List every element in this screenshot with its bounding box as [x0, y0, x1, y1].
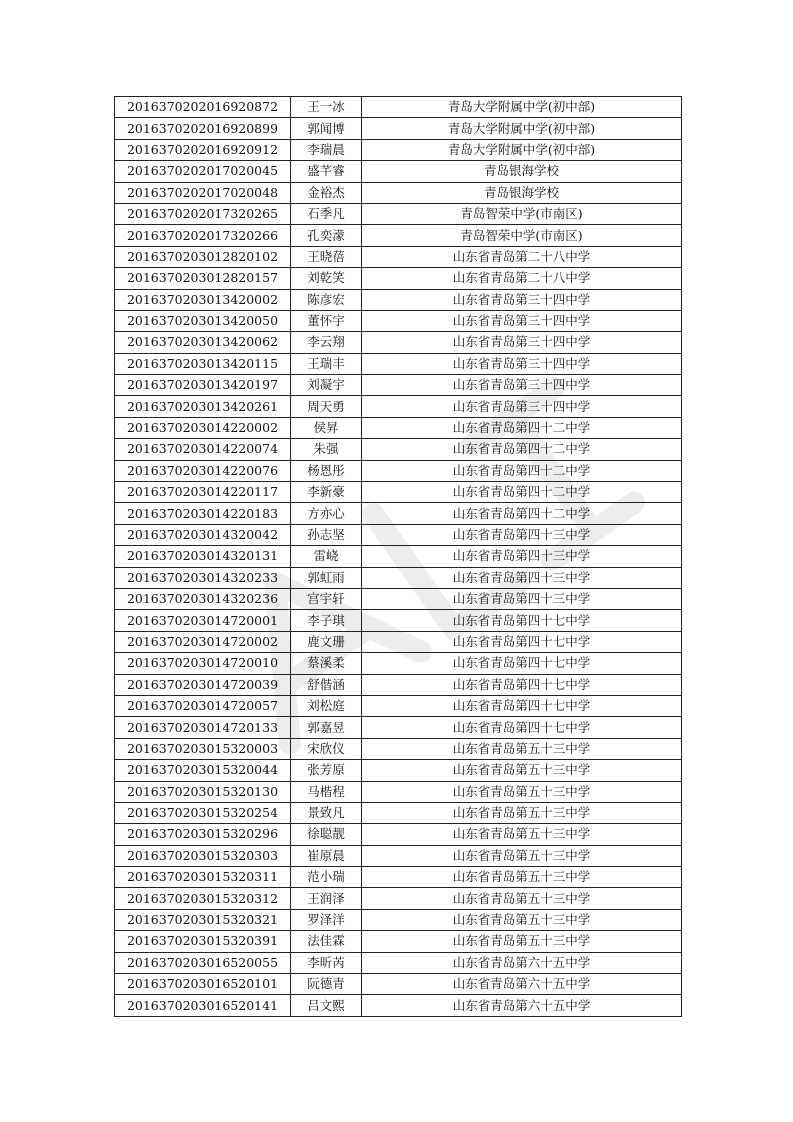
student-id-cell: 2016370203015320254 — [115, 802, 291, 823]
school-name-cell: 青岛银海学校 — [362, 182, 682, 203]
student-name-cell: 朱强 — [291, 439, 362, 460]
school-name-cell: 山东省青岛第五十三中学 — [362, 888, 682, 909]
table-row — [115, 567, 682, 588]
table-row — [115, 225, 682, 246]
student-name-cell: 王润泽 — [291, 888, 362, 909]
student-name-cell: 王一冰 — [291, 97, 362, 118]
student-id-cell: 2016370202016920899 — [115, 118, 291, 139]
table-row — [115, 118, 682, 139]
student-name-cell: 周天勇 — [291, 396, 362, 417]
student-id-cell: 2016370203014220074 — [115, 439, 291, 460]
student-id-cell: 2016370202016920872 — [115, 97, 291, 118]
student-name-cell: 孔奕濛 — [291, 225, 362, 246]
table-row — [115, 931, 682, 952]
table-row — [115, 246, 682, 267]
table-row — [115, 781, 682, 802]
student-id-cell: 2016370203014320236 — [115, 588, 291, 609]
school-name-cell: 山东省青岛第三十四中学 — [362, 289, 682, 310]
table-row — [115, 417, 682, 438]
student-name-cell: 董怀宇 — [291, 310, 362, 331]
school-name-cell: 山东省青岛第三十四中学 — [362, 332, 682, 353]
student-name-cell: 郭嘉昱 — [291, 717, 362, 738]
student-name-cell: 崔原晨 — [291, 845, 362, 866]
school-name-cell: 山东省青岛第五十三中学 — [362, 909, 682, 930]
school-name-cell: 青岛大学附属中学(初中部) — [362, 97, 682, 118]
student-name-cell: 舒偕涵 — [291, 674, 362, 695]
student-id-cell: 2016370203015320391 — [115, 931, 291, 952]
school-name-cell: 山东省青岛第四十七中学 — [362, 653, 682, 674]
student-name-cell: 雷峣 — [291, 546, 362, 567]
school-name-cell: 山东省青岛第三十四中学 — [362, 310, 682, 331]
roster-table-body — [115, 97, 682, 1017]
student-id-cell: 2016370203015320003 — [115, 738, 291, 759]
student-id-cell: 2016370203014720057 — [115, 695, 291, 716]
student-id-cell: 2016370203015320311 — [115, 867, 291, 888]
student-id-cell: 2016370203014720010 — [115, 653, 291, 674]
student-name-cell: 李子琪 — [291, 610, 362, 631]
student-name-cell: 李云翔 — [291, 332, 362, 353]
school-name-cell: 青岛银海学校 — [362, 161, 682, 182]
student-name-cell: 景致凡 — [291, 802, 362, 823]
student-id-cell: 2016370203012820157 — [115, 268, 291, 289]
student-name-cell: 郭闻博 — [291, 118, 362, 139]
school-name-cell: 山东省青岛第四十七中学 — [362, 610, 682, 631]
school-name-cell: 山东省青岛第四十七中学 — [362, 674, 682, 695]
school-name-cell: 山东省青岛第四十七中学 — [362, 631, 682, 652]
student-name-cell: 方亦心 — [291, 503, 362, 524]
school-name-cell: 山东省青岛第五十三中学 — [362, 824, 682, 845]
student-id-cell: 2016370203014320131 — [115, 546, 291, 567]
table-row — [115, 802, 682, 823]
table-row — [115, 717, 682, 738]
table-row — [115, 546, 682, 567]
table-row — [115, 695, 682, 716]
school-name-cell: 山东省青岛第四十三中学 — [362, 588, 682, 609]
student-name-cell: 法佳霖 — [291, 931, 362, 952]
student-id-cell: 2016370203015320321 — [115, 909, 291, 930]
school-name-cell: 山东省青岛第三十四中学 — [362, 396, 682, 417]
school-name-cell: 山东省青岛第三十四中学 — [362, 375, 682, 396]
student-id-cell: 2016370203014320042 — [115, 524, 291, 545]
student-name-cell: 刘乾笑 — [291, 268, 362, 289]
table-row — [115, 503, 682, 524]
school-name-cell: 山东省青岛第六十五中学 — [362, 995, 682, 1016]
school-name-cell: 山东省青岛第二十八中学 — [362, 268, 682, 289]
student-name-cell: 李瑞晨 — [291, 139, 362, 160]
student-name-cell: 陈彦宏 — [291, 289, 362, 310]
student-name-cell: 王瑞丰 — [291, 353, 362, 374]
student-name-cell: 宋欣仪 — [291, 738, 362, 759]
table-row — [115, 974, 682, 995]
student-name-cell: 吕文熙 — [291, 995, 362, 1016]
table-row — [115, 524, 682, 545]
school-name-cell: 山东省青岛第四十二中学 — [362, 417, 682, 438]
school-name-cell: 山东省青岛第四十三中学 — [362, 546, 682, 567]
student-id-cell: 2016370203015320303 — [115, 845, 291, 866]
student-id-cell: 2016370203014720001 — [115, 610, 291, 631]
school-name-cell: 青岛大学附属中学(初中部) — [362, 139, 682, 160]
student-name-cell: 金裕杰 — [291, 182, 362, 203]
table-row — [115, 97, 682, 118]
table-row — [115, 203, 682, 224]
student-id-cell: 2016370203014220183 — [115, 503, 291, 524]
student-name-cell: 李新豪 — [291, 482, 362, 503]
student-name-cell: 马楷程 — [291, 781, 362, 802]
table-row — [115, 952, 682, 973]
school-name-cell: 山东省青岛第五十三中学 — [362, 781, 682, 802]
student-id-cell: 2016370203013420002 — [115, 289, 291, 310]
student-id-cell: 2016370203015320296 — [115, 824, 291, 845]
student-id-cell: 2016370203015320312 — [115, 888, 291, 909]
student-name-cell: 鹿文珊 — [291, 631, 362, 652]
student-id-cell: 2016370202017320266 — [115, 225, 291, 246]
table-row — [115, 653, 682, 674]
student-name-cell: 杨恩彤 — [291, 460, 362, 481]
student-name-cell: 孙志坚 — [291, 524, 362, 545]
school-name-cell: 山东省青岛第四十二中学 — [362, 439, 682, 460]
school-name-cell: 青岛智荣中学(市南区) — [362, 225, 682, 246]
student-id-cell: 2016370203016520141 — [115, 995, 291, 1016]
student-id-cell: 2016370203013420062 — [115, 332, 291, 353]
student-id-cell: 2016370203015320130 — [115, 781, 291, 802]
table-row — [115, 995, 682, 1016]
school-name-cell: 山东省青岛第四十二中学 — [362, 503, 682, 524]
table-row — [115, 482, 682, 503]
student-roster-table — [114, 96, 682, 1017]
school-name-cell: 山东省青岛第三十四中学 — [362, 353, 682, 374]
table-row — [115, 161, 682, 182]
student-name-cell: 王晓蓓 — [291, 246, 362, 267]
school-name-cell: 山东省青岛第五十三中学 — [362, 738, 682, 759]
student-name-cell: 郭虹雨 — [291, 567, 362, 588]
student-id-cell: 2016370202016920912 — [115, 139, 291, 160]
student-name-cell: 刘松庭 — [291, 695, 362, 716]
student-id-cell: 2016370202017320265 — [115, 203, 291, 224]
table-row — [115, 375, 682, 396]
table-row — [115, 310, 682, 331]
table-row — [115, 588, 682, 609]
student-id-cell: 2016370203016520101 — [115, 974, 291, 995]
table-row — [115, 888, 682, 909]
table-row — [115, 182, 682, 203]
student-name-cell: 石季凡 — [291, 203, 362, 224]
school-name-cell: 山东省青岛第四十二中学 — [362, 482, 682, 503]
school-name-cell: 山东省青岛第五十三中学 — [362, 760, 682, 781]
student-name-cell: 盛芊睿 — [291, 161, 362, 182]
student-name-cell: 李昕芮 — [291, 952, 362, 973]
student-id-cell: 2016370203014220117 — [115, 482, 291, 503]
student-name-cell: 张芳原 — [291, 760, 362, 781]
student-name-cell: 范小瑞 — [291, 867, 362, 888]
school-name-cell: 山东省青岛第六十五中学 — [362, 974, 682, 995]
table-row — [115, 439, 682, 460]
table-row — [115, 332, 682, 353]
table-row — [115, 139, 682, 160]
table-row — [115, 738, 682, 759]
school-name-cell: 山东省青岛第五十三中学 — [362, 867, 682, 888]
table-row — [115, 353, 682, 374]
student-name-cell: 蔡溪柔 — [291, 653, 362, 674]
school-name-cell: 山东省青岛第二十八中学 — [362, 246, 682, 267]
student-id-cell: 2016370203014220076 — [115, 460, 291, 481]
school-name-cell: 山东省青岛第四十七中学 — [362, 717, 682, 738]
student-id-cell: 2016370203013420050 — [115, 310, 291, 331]
school-name-cell: 山东省青岛第五十三中学 — [362, 802, 682, 823]
student-name-cell: 徐聪靓 — [291, 824, 362, 845]
student-id-cell: 2016370203014320233 — [115, 567, 291, 588]
student-id-cell: 2016370203016520055 — [115, 952, 291, 973]
student-name-cell: 罗泽洋 — [291, 909, 362, 930]
school-name-cell: 青岛智荣中学(市南区) — [362, 203, 682, 224]
student-id-cell: 2016370202017020045 — [115, 161, 291, 182]
student-name-cell: 侯昇 — [291, 417, 362, 438]
student-id-cell: 2016370203014720002 — [115, 631, 291, 652]
school-name-cell: 青岛大学附属中学(初中部) — [362, 118, 682, 139]
student-name-cell: 刘凝宇 — [291, 375, 362, 396]
student-id-cell: 2016370203014720133 — [115, 717, 291, 738]
table-row — [115, 268, 682, 289]
student-id-cell: 2016370203014220002 — [115, 417, 291, 438]
student-name-cell: 宫宇轩 — [291, 588, 362, 609]
table-row — [115, 674, 682, 695]
school-name-cell: 山东省青岛第六十五中学 — [362, 952, 682, 973]
table-row — [115, 845, 682, 866]
table-row — [115, 460, 682, 481]
table-row — [115, 760, 682, 781]
school-name-cell: 山东省青岛第五十三中学 — [362, 931, 682, 952]
table-row — [115, 909, 682, 930]
student-id-cell: 2016370203013420261 — [115, 396, 291, 417]
student-id-cell: 2016370203012820102 — [115, 246, 291, 267]
student-id-cell: 2016370203014720039 — [115, 674, 291, 695]
student-id-cell: 2016370203013420197 — [115, 375, 291, 396]
table-row — [115, 824, 682, 845]
school-name-cell: 山东省青岛第四十二中学 — [362, 460, 682, 481]
table-row — [115, 610, 682, 631]
table-row — [115, 396, 682, 417]
table-row — [115, 289, 682, 310]
student-id-cell: 2016370203013420115 — [115, 353, 291, 374]
student-name-cell: 阮德青 — [291, 974, 362, 995]
student-id-cell: 2016370202017020048 — [115, 182, 291, 203]
school-name-cell: 山东省青岛第四十三中学 — [362, 524, 682, 545]
school-name-cell: 山东省青岛第五十三中学 — [362, 845, 682, 866]
table-row — [115, 631, 682, 652]
school-name-cell: 山东省青岛第四十三中学 — [362, 567, 682, 588]
school-name-cell: 山东省青岛第四十七中学 — [362, 695, 682, 716]
student-id-cell: 2016370203015320044 — [115, 760, 291, 781]
table-row — [115, 867, 682, 888]
